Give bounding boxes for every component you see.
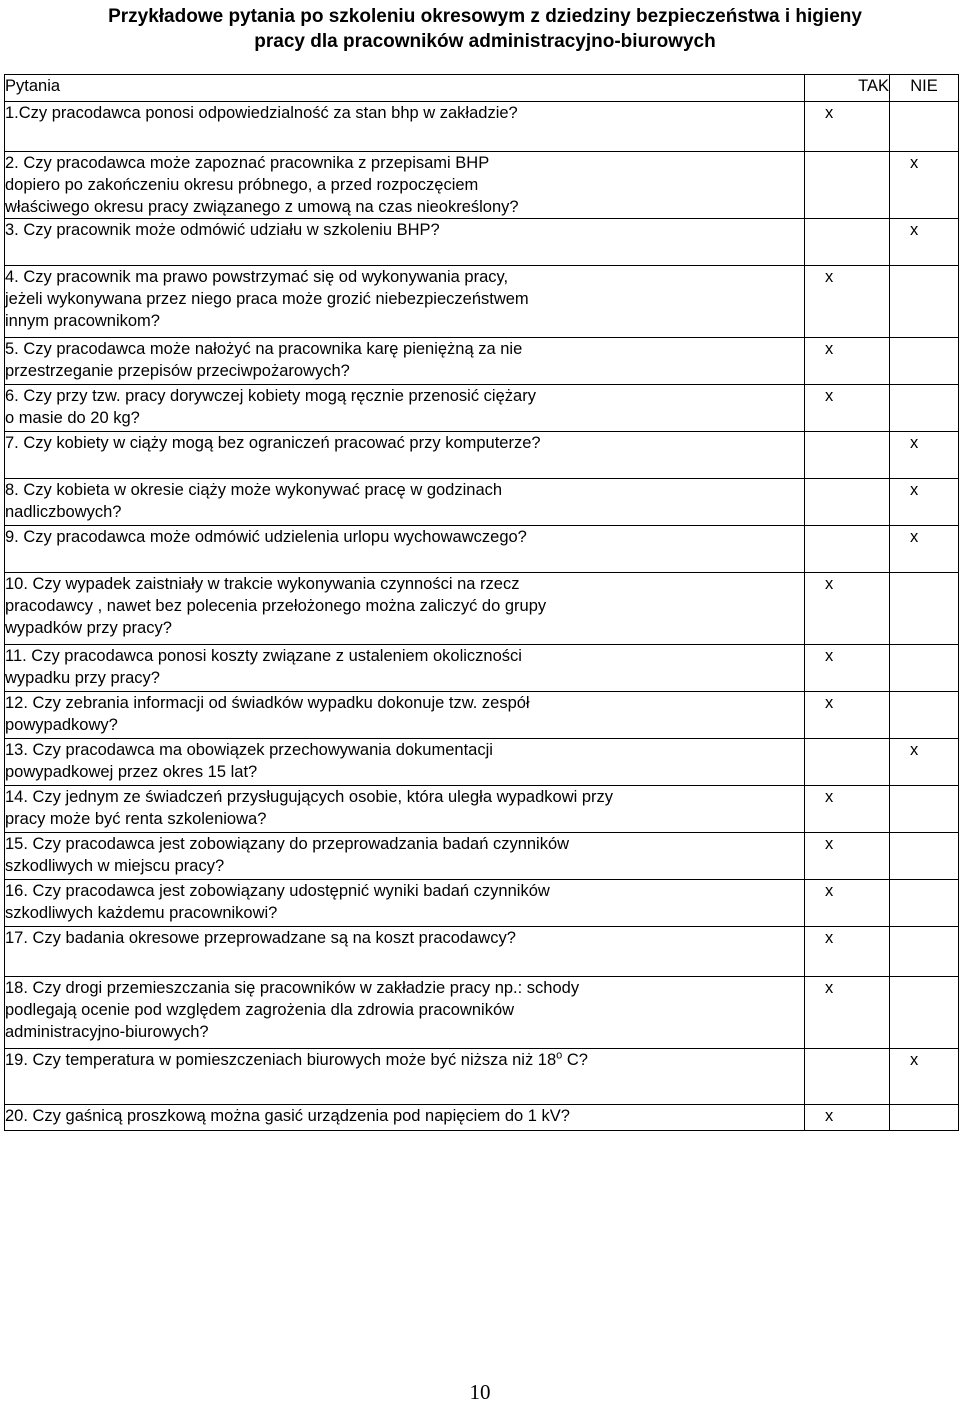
question-line: 18. Czy drogi przemieszczania się pracowników w zakładzie pracy np.: schody	[5, 979, 580, 997]
question-text	[5, 1049, 805, 1105]
page-number: 10	[469, 1380, 491, 1404]
answer-no-cell	[890, 786, 959, 833]
answer-yes-cell	[805, 833, 890, 880]
question-line: 1.Czy pracodawca ponosi odpowiedzialność za stan bhp w zakładzie?	[5, 104, 518, 122]
question-line: 10. Czy wypadek zaistniały w trakcie wykonywania czynności na rzecz	[5, 575, 520, 593]
question-line: 16. Czy pracodawca jest zobowiązany udostępnić wyniki badań czynników	[5, 882, 550, 900]
table-row	[5, 927, 959, 977]
question-line-text: 19. Czy temperatura w pomieszczeniach biurowych może być niższa niż 18	[5, 1051, 557, 1069]
answer-yes-mark: x	[825, 929, 834, 947]
answer-yes-cell	[805, 927, 890, 977]
answer-no-cell	[890, 432, 959, 479]
answer-no-mark: x	[910, 481, 919, 499]
answer-yes-mark: x	[825, 882, 834, 900]
answer-yes-mark: x	[825, 575, 834, 593]
answer-no-mark: x	[910, 221, 919, 239]
questions-body	[5, 102, 959, 1131]
answer-no-mark: x	[910, 741, 919, 759]
question-line: 17. Czy badania okresowe przeprowadzane są na koszt pracodawcy?	[5, 929, 516, 947]
question-line: 8. Czy kobieta w okresie ciąży może wykonywać pracę w godzinach	[5, 481, 503, 499]
question-line: 6. Czy przy tzw. pracy dorywczej kobiety mogą ręcznie przenosić ciężary	[5, 387, 536, 405]
answer-no-cell	[890, 739, 959, 786]
answer-yes-cell	[805, 102, 890, 152]
answer-yes-cell	[805, 786, 890, 833]
table-row	[5, 786, 959, 833]
question-line: wypadków przy pracy?	[5, 619, 172, 637]
header-no: NIE	[890, 75, 959, 102]
question-suffix: C?	[562, 1051, 588, 1069]
question-text	[5, 977, 805, 1049]
question-line: powypadkowej przez okres 15 lat?	[5, 763, 258, 781]
table-row	[5, 977, 959, 1049]
question-text	[5, 833, 805, 880]
question-line: pracodawcy , nawet bez polecenia przełożonego można zaliczyć do grupy	[5, 597, 547, 615]
answer-yes-cell	[805, 338, 890, 385]
table-header-row	[5, 75, 959, 102]
table-row	[5, 385, 959, 432]
answer-yes-mark: x	[825, 647, 834, 665]
question-line: dopiero po zakończeniu okresu próbnego, a przed rozpoczęciem	[5, 176, 479, 194]
title-line-2: pracy dla pracowników administracyjno-biurowych	[254, 31, 716, 52]
question-line: 2. Czy pracodawca może zapoznać pracownika z przepisami BHP	[5, 154, 490, 172]
answer-yes-cell	[805, 977, 890, 1049]
answer-no-mark: x	[910, 528, 919, 546]
answer-no-mark: x	[910, 154, 919, 172]
question-text	[5, 526, 805, 573]
question-line: 20. Czy gaśnicą proszkową można gasić urządzenia pod napięciem do 1 kV?	[5, 1107, 570, 1125]
answer-yes-mark: x	[825, 340, 834, 358]
question-text	[5, 786, 805, 833]
answer-yes-mark: x	[825, 104, 834, 122]
question-line: 5. Czy pracodawca może nałożyć na pracownika karę pieniężną za nie	[5, 340, 523, 358]
question-line: szkodliwych w miejscu pracy?	[5, 857, 225, 875]
question-text	[5, 266, 805, 338]
answer-yes-mark: x	[825, 387, 834, 405]
table-row	[5, 432, 959, 479]
degree-sign: o	[556, 1049, 563, 1062]
table-row	[5, 880, 959, 927]
question-text	[5, 573, 805, 645]
question-text	[5, 739, 805, 786]
answer-yes-cell	[805, 219, 890, 266]
header-question: Pytania	[5, 75, 805, 102]
question-line: 12. Czy zebrania informacji od świadków wypadku dokonuje tzw. zespół	[5, 694, 530, 712]
question-line: pracy może być renta szkoleniowa?	[5, 810, 267, 828]
answer-yes-cell	[805, 739, 890, 786]
table-row	[5, 1049, 959, 1105]
document-title	[30, 4, 940, 54]
answer-no-cell	[890, 645, 959, 692]
table-row	[5, 645, 959, 692]
answer-no-mark: x	[910, 1051, 919, 1069]
answer-no-cell	[890, 1105, 959, 1131]
answer-yes-cell	[805, 692, 890, 739]
question-text	[5, 432, 805, 479]
question-line: jeżeli wykonywana przez niego praca może grozić niebezpieczeństwem	[5, 290, 529, 308]
answer-no-cell	[890, 266, 959, 338]
answer-yes-mark: x	[825, 1107, 834, 1125]
title-line-1: Przykładowe pytania po szkoleniu okresowym z dziedziny bezpieczeństwa i higieny	[108, 6, 862, 27]
question-text	[5, 385, 805, 432]
answer-no-cell	[890, 927, 959, 977]
question-line: o masie do 20 kg?	[5, 409, 140, 427]
answer-no-mark: x	[910, 434, 919, 452]
question-line: 14. Czy jednym ze świadczeń przysługujących osobie, która uległa wypadkowi przy	[5, 788, 614, 806]
answer-yes-mark: x	[825, 268, 834, 286]
question-text	[5, 219, 805, 266]
question-line: 3. Czy pracownik może odmówić udziału w szkoleniu BHP?	[5, 221, 440, 239]
answer-no-cell	[890, 338, 959, 385]
question-line: podlegają ocenie pod względem zagrożenia dla zdrowia pracowników	[5, 1001, 515, 1019]
question-text	[5, 692, 805, 739]
question-line: powypadkowy?	[5, 716, 118, 734]
question-text	[5, 1105, 805, 1131]
question-line: wypadku przy pracy?	[5, 669, 160, 687]
table-row	[5, 479, 959, 526]
answer-no-cell	[890, 1049, 959, 1105]
table-row	[5, 573, 959, 645]
question-text	[5, 927, 805, 977]
answer-no-cell	[890, 152, 959, 219]
answer-yes-cell	[805, 880, 890, 927]
answer-no-cell	[890, 977, 959, 1049]
question-line: szkodliwych każdemu pracownikowi?	[5, 904, 278, 922]
answer-yes-cell	[805, 432, 890, 479]
question-line: 15. Czy pracodawca jest zobowiązany do przeprowadzania badań czynników	[5, 835, 570, 853]
answer-no-cell	[890, 833, 959, 880]
table-row	[5, 266, 959, 338]
question-line	[5, 1049, 804, 1071]
answer-yes-mark: x	[825, 788, 834, 806]
question-line: przestrzeganie przepisów przeciwpożarowych?	[5, 362, 350, 380]
answer-yes-cell	[805, 1105, 890, 1131]
answer-yes-cell	[805, 526, 890, 573]
answer-yes-cell	[805, 385, 890, 432]
answer-yes-cell	[805, 266, 890, 338]
question-line: właściwego okresu pracy związanego z umową na czas nieokreślony?	[5, 198, 519, 216]
answer-yes-cell	[805, 152, 890, 219]
question-line: 11. Czy pracodawca ponosi koszty związane z ustaleniem okoliczności	[5, 647, 522, 665]
answer-yes-mark: x	[825, 835, 834, 853]
header-yes: TAK	[805, 75, 890, 102]
table-row	[5, 526, 959, 573]
answer-yes-mark: x	[825, 694, 834, 712]
question-line: administracyjno-biurowych?	[5, 1023, 209, 1041]
questions-table	[4, 74, 959, 1131]
question-line: 7. Czy kobiety w ciąży mogą bez ograniczeń pracować przy komputerze?	[5, 434, 541, 452]
answer-no-cell	[890, 385, 959, 432]
answer-yes-cell	[805, 573, 890, 645]
table-row	[5, 152, 959, 219]
table-row	[5, 338, 959, 385]
question-text	[5, 102, 805, 152]
answer-no-cell	[890, 692, 959, 739]
question-line: 4. Czy pracownik ma prawo powstrzymać się od wykonywania pracy,	[5, 268, 509, 286]
answer-no-cell	[890, 102, 959, 152]
question-text	[5, 479, 805, 526]
question-text	[5, 645, 805, 692]
answer-yes-cell	[805, 645, 890, 692]
answer-yes-mark: x	[825, 979, 834, 997]
answer-yes-cell	[805, 1049, 890, 1105]
answer-no-cell	[890, 219, 959, 266]
answer-yes-cell	[805, 479, 890, 526]
question-text	[5, 880, 805, 927]
question-line: 13. Czy pracodawca ma obowiązek przechowywania dokumentacji	[5, 741, 493, 759]
answer-no-cell	[890, 526, 959, 573]
table-row	[5, 102, 959, 152]
table-row	[5, 692, 959, 739]
answer-no-cell	[890, 880, 959, 927]
table-row	[5, 833, 959, 880]
question-line: 9. Czy pracodawca może odmówić udzielenia urlopu wychowawczego?	[5, 528, 527, 546]
table-row	[5, 1105, 959, 1131]
table-row	[5, 739, 959, 786]
answer-no-cell	[890, 479, 959, 526]
table-row	[5, 219, 959, 266]
question-line: innym pracownikom?	[5, 312, 160, 330]
question-text	[5, 152, 805, 219]
answer-no-cell	[890, 573, 959, 645]
question-text	[5, 338, 805, 385]
question-line: nadliczbowych?	[5, 503, 122, 521]
